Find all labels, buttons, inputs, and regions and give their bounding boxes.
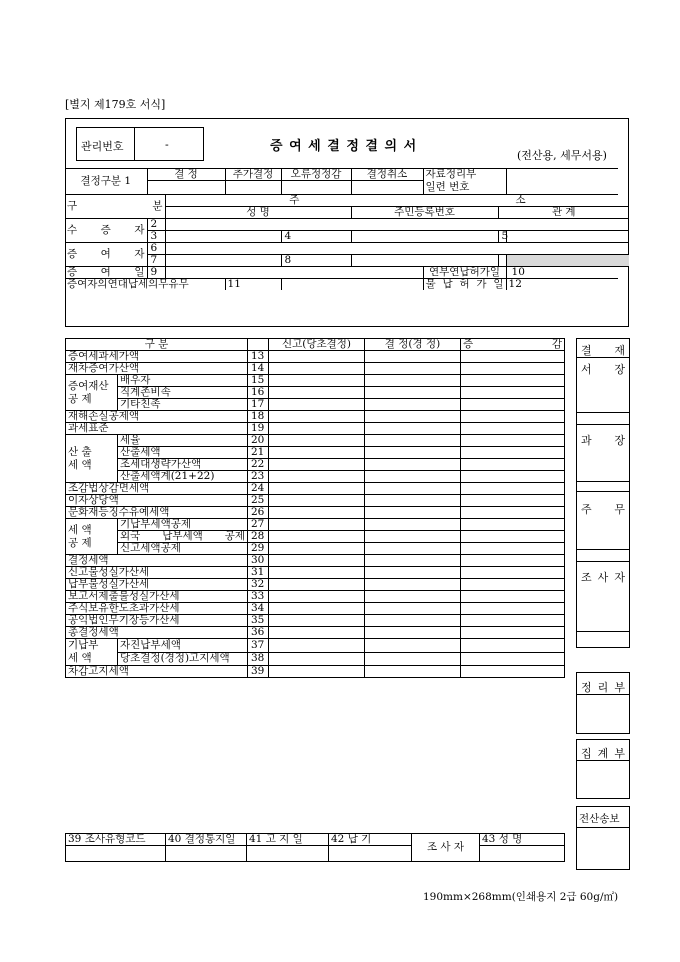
calc-row-label: 납부불성실가산세 <box>66 579 248 591</box>
calc-row <box>66 531 565 543</box>
calc-decision-cell[interactable] <box>365 423 461 435</box>
management-number-label: 관리번호 <box>81 140 124 153</box>
calc-row <box>66 387 565 399</box>
calc-row-label: 배우자 <box>118 375 248 387</box>
calc-row <box>66 543 565 555</box>
calc-row <box>66 555 565 567</box>
calc-change-cell[interactable] <box>461 447 565 459</box>
calc-group-label <box>66 519 118 555</box>
calc-row-number: 31 <box>248 567 269 579</box>
calc-row-number: 21 <box>248 447 269 459</box>
calc-row <box>66 471 565 483</box>
calc-row <box>66 459 565 471</box>
calc-report-cell[interactable] <box>269 507 365 519</box>
calc-change-cell[interactable] <box>461 483 565 495</box>
calc-row <box>66 652 565 666</box>
calc-change-cell[interactable] <box>461 615 565 627</box>
calc-report-cell[interactable] <box>269 531 365 543</box>
calc-decision-cell[interactable] <box>365 399 461 411</box>
deferred-payment-label: 연부연납허가일 <box>423 267 506 279</box>
calc-decision-cell[interactable] <box>365 447 461 459</box>
calc-row-number: 36 <box>248 627 269 639</box>
donor-rrn-field[interactable] <box>351 255 498 267</box>
calc-report-cell[interactable] <box>269 495 365 507</box>
calc-decision-cell[interactable] <box>365 387 461 399</box>
recipient-label: 수 증 자 <box>65 219 147 243</box>
calc-row-number: 14 <box>248 363 269 375</box>
row-number-12: 12 <box>508 278 522 290</box>
calc-row-number: 19 <box>248 423 269 435</box>
donor-relation-shaded <box>506 255 629 267</box>
calc-row-label: 산출세액 <box>118 447 248 459</box>
calc-row-number: 22 <box>248 459 269 471</box>
calc-decision-cell[interactable] <box>365 579 461 591</box>
calc-header-decision: 결 정(경 정) <box>365 339 461 351</box>
inkind-payment-label: 물 납 허 가 일 <box>423 279 506 291</box>
calc-row <box>66 666 565 678</box>
calc-report-cell[interactable] <box>269 411 365 423</box>
row-number-9: 9 <box>147 267 165 279</box>
calc-row <box>66 627 565 639</box>
calc-change-cell[interactable] <box>461 652 565 666</box>
calc-row-number: 33 <box>248 591 269 603</box>
parties-header-relation: 관 계 <box>498 207 629 219</box>
donor-relation-spacer <box>498 255 506 267</box>
parties-header-name: 성 명 <box>165 207 351 219</box>
approval-jumu-label: 주 무 <box>581 503 625 516</box>
ledger-check-box[interactable] <box>576 672 630 734</box>
calc-row <box>66 579 565 591</box>
summary-check-box[interactable] <box>576 739 630 799</box>
calc-report-cell[interactable] <box>269 471 365 483</box>
calc-change-cell[interactable] <box>461 519 565 531</box>
row-number-10: 10 <box>511 266 525 278</box>
decision-cell-correction[interactable] <box>281 181 351 195</box>
calc-row-number: 18 <box>248 411 269 423</box>
calc-report-cell[interactable] <box>269 555 365 567</box>
calc-change-cell[interactable] <box>461 603 565 615</box>
ledger-check-label: 정 리 부 <box>581 681 625 694</box>
calc-row-label: 증여세과세가액 <box>66 351 248 363</box>
investigator-name-field[interactable] <box>480 846 565 862</box>
ledger-serial-value[interactable] <box>506 169 618 195</box>
calc-row-number: 34 <box>248 603 269 615</box>
calc-row <box>66 375 565 387</box>
calc-report-cell[interactable] <box>269 387 365 399</box>
calc-change-cell[interactable] <box>461 471 565 483</box>
calc-report-cell[interactable] <box>269 579 365 591</box>
calc-change-cell[interactable] <box>461 666 565 678</box>
calc-row-label: 결정세액 <box>66 555 248 567</box>
calc-row <box>66 519 565 531</box>
calc-row-label: 총결정세액 <box>66 627 248 639</box>
calc-decision-cell[interactable] <box>365 435 461 447</box>
calc-row-number: 24 <box>248 483 269 495</box>
calc-report-cell[interactable] <box>269 666 365 678</box>
calc-row-label: 재해손실공제액 <box>66 411 248 423</box>
calc-header-change: 증 감 <box>461 339 565 351</box>
calc-group-label-line: 증여재산 <box>68 379 109 392</box>
calc-row-label: 조세대생략가산액 <box>118 459 248 471</box>
calc-group-label <box>66 375 118 411</box>
calc-report-cell[interactable] <box>269 567 365 579</box>
donor-row-6-field[interactable] <box>165 243 618 255</box>
calc-decision-cell[interactable] <box>365 615 461 627</box>
calc-row-label: 재차증여가산액 <box>66 363 248 375</box>
gift-date-label: 증 여 일 <box>65 267 147 279</box>
calc-report-cell[interactable] <box>269 543 365 555</box>
calc-row-number: 35 <box>248 615 269 627</box>
calc-report-cell[interactable] <box>269 615 365 627</box>
calc-report-cell[interactable] <box>269 423 365 435</box>
calc-report-cell[interactable] <box>269 519 365 531</box>
ledger-label-top: 자료정리부 <box>423 169 506 181</box>
calc-row-number: 27 <box>248 519 269 531</box>
calc-row-number: 17 <box>248 399 269 411</box>
parties-header-rrn: 주민등록번호 <box>351 207 498 219</box>
form-title: 증 여 세 결 정 결 의 서 <box>270 139 418 154</box>
calc-decision-cell[interactable] <box>365 495 461 507</box>
calc-change-cell[interactable] <box>461 351 565 363</box>
parties-header-so: 소 <box>423 195 618 207</box>
electronic-report-box[interactable] <box>576 806 630 870</box>
calc-row <box>66 615 565 627</box>
calc-report-cell[interactable] <box>269 435 365 447</box>
calc-row-number: 23 <box>248 471 269 483</box>
calc-row <box>66 411 565 423</box>
calc-decision-cell[interactable] <box>365 351 461 363</box>
calc-group-label-line: 세 액 <box>68 652 92 664</box>
calc-decision-cell[interactable] <box>365 652 461 666</box>
parties-header-ju: 주 <box>165 195 423 207</box>
investigator-label: 조 사 자 <box>412 834 480 862</box>
row-number-2: 2 <box>147 219 165 231</box>
decision-option-correction[interactable]: 오류정정감 <box>281 169 351 181</box>
calc-row-label: 세율 <box>118 435 248 447</box>
calc-group-label-line: 공 제 <box>68 536 92 549</box>
calc-row-label: 주식보유한도초과가산세 <box>66 603 248 615</box>
calc-group-label <box>66 435 118 483</box>
joint-liability-field[interactable] <box>281 279 423 291</box>
calc-row-label: 문화재등징수유예세액 <box>66 507 248 519</box>
calc-row-number: 38 <box>248 652 269 666</box>
calc-row <box>66 639 565 653</box>
calc-report-cell[interactable] <box>269 603 365 615</box>
calc-change-cell[interactable] <box>461 399 565 411</box>
row-number-6: 6 <box>147 243 165 255</box>
calc-row-label: 신고세액공제 <box>118 543 248 555</box>
calc-group-label <box>66 639 118 666</box>
calc-decision-cell[interactable] <box>365 411 461 423</box>
calc-row-label: 조감법상감면세액 <box>66 483 248 495</box>
calc-group-label-line: 산 출 <box>68 445 92 458</box>
decision-option-additional[interactable]: 추가결정 <box>225 169 281 181</box>
management-number-value[interactable]: - <box>165 138 169 151</box>
approval-seojang-label: 서 장 <box>581 363 625 376</box>
calc-row-number: 32 <box>248 579 269 591</box>
row-number-5: 5 <box>498 231 506 243</box>
calc-report-cell[interactable] <box>269 351 365 363</box>
calc-decision-cell[interactable] <box>365 666 461 678</box>
calc-change-cell[interactable] <box>461 435 565 447</box>
calc-decision-cell[interactable] <box>365 471 461 483</box>
calc-change-cell[interactable] <box>461 627 565 639</box>
calc-row <box>66 447 565 459</box>
calc-decision-cell[interactable] <box>365 459 461 471</box>
approval-column <box>576 338 630 648</box>
calc-row-label: 차감고지세액 <box>66 666 248 678</box>
calc-row-label: 외국 납부세액 공제 <box>118 531 248 543</box>
calc-report-cell[interactable] <box>269 459 365 471</box>
calc-change-cell[interactable] <box>461 423 565 435</box>
calc-row <box>66 603 565 615</box>
calc-decision-cell[interactable] <box>365 591 461 603</box>
calc-row-number: 25 <box>248 495 269 507</box>
survey-type-code-label: 39 조사유형코드 <box>66 834 166 846</box>
calc-row-number: 15 <box>248 375 269 387</box>
gift-date-field[interactable] <box>165 267 423 279</box>
calc-header-number <box>248 339 269 351</box>
form-subtitle: (전산용, 세무서용) <box>517 149 607 162</box>
bottom-info-table <box>65 833 565 862</box>
summary-check-label: 집 계 부 <box>581 747 625 760</box>
calc-change-cell[interactable] <box>461 411 565 423</box>
calc-report-cell[interactable] <box>269 363 365 375</box>
decision-option-cancel[interactable]: 결정취소 <box>351 169 423 181</box>
calc-row-label: 기납부세액공제 <box>118 519 248 531</box>
calc-row-label: 산출세액계(21+22) <box>118 471 248 483</box>
decision-cell-decide[interactable] <box>147 181 225 195</box>
joint-liability-label: 증여자의연대납세의무유무 <box>65 279 225 291</box>
calc-row <box>66 495 565 507</box>
calc-row-number: 29 <box>248 543 269 555</box>
calc-decision-cell[interactable] <box>365 375 461 387</box>
calc-row-number: 16 <box>248 387 269 399</box>
calc-change-cell[interactable] <box>461 531 565 543</box>
calc-row-number: 30 <box>248 555 269 567</box>
calc-row <box>66 591 565 603</box>
recipient-relation-field[interactable] <box>506 231 629 243</box>
calc-row <box>66 363 565 375</box>
calc-header-report: 신고(당초결정) <box>269 339 365 351</box>
form-number-label: [별지 제179호 서식] <box>65 98 166 111</box>
calc-report-cell[interactable] <box>269 483 365 495</box>
calc-change-cell[interactable] <box>461 375 565 387</box>
recipient-name-field[interactable] <box>165 231 281 243</box>
calc-change-cell[interactable] <box>461 567 565 579</box>
calc-row-number: 37 <box>248 639 269 653</box>
calc-row-label: 기타친족 <box>118 399 248 411</box>
calc-change-cell[interactable] <box>461 387 565 399</box>
electronic-report-label: 전산송보 <box>579 813 620 825</box>
calc-change-cell[interactable] <box>461 495 565 507</box>
calc-row-number: 20 <box>248 435 269 447</box>
calc-group-label-line: 세 액 <box>68 458 92 471</box>
calc-row <box>66 567 565 579</box>
calc-change-cell[interactable] <box>461 507 565 519</box>
row-number-11: 11 <box>227 278 241 290</box>
due-date-field[interactable] <box>329 846 412 862</box>
calc-row-number: 26 <box>248 507 269 519</box>
investigator-name-label: 43 성 명 <box>480 834 565 846</box>
notice-date-label: 41 고 지 일 <box>247 834 329 846</box>
due-date-label: 42 납 기 <box>329 834 412 846</box>
calc-row-number: 28 <box>248 531 269 543</box>
calc-decision-cell[interactable] <box>365 603 461 615</box>
calc-row-label: 신고불성실가산세 <box>66 567 248 579</box>
decision-parties-table <box>65 168 629 290</box>
calc-decision-cell[interactable] <box>365 507 461 519</box>
survey-type-code-field[interactable] <box>66 846 166 862</box>
row-number-8: 8 <box>281 255 351 267</box>
calc-group-label-line: 세 액 <box>68 523 92 536</box>
calc-report-cell[interactable] <box>269 639 365 653</box>
calc-decision-cell[interactable] <box>365 639 461 653</box>
calc-row-label: 이자상당액 <box>66 495 248 507</box>
calc-report-cell[interactable] <box>269 652 365 666</box>
decision-cell-additional[interactable] <box>225 181 281 195</box>
donor-name-field[interactable] <box>165 255 281 267</box>
approval-gwajang-label: 과 장 <box>581 434 625 447</box>
row-number-3: 3 <box>147 231 165 243</box>
calc-row <box>66 351 565 363</box>
calc-decision-cell[interactable] <box>365 543 461 555</box>
calc-row-label: 보고서제출불성실가산세 <box>66 591 248 603</box>
donor-label: 증 여 자 <box>65 243 147 267</box>
calc-decision-cell[interactable] <box>365 519 461 531</box>
calc-row <box>66 507 565 519</box>
approval-josa-label: 조 사 자 <box>581 571 625 584</box>
row-number-4: 4 <box>281 231 351 243</box>
recipient-row-2-field[interactable] <box>165 219 618 231</box>
decision-option-decide[interactable]: 결 정 <box>147 169 225 181</box>
calc-row <box>66 399 565 411</box>
calc-change-cell[interactable] <box>461 579 565 591</box>
parties-header-gubun: 구 분 <box>65 195 165 219</box>
calc-change-cell[interactable] <box>461 543 565 555</box>
calc-change-cell[interactable] <box>461 639 565 653</box>
calc-report-cell[interactable] <box>269 399 365 411</box>
ledger-label-bottom: 일련 번호 <box>423 181 506 195</box>
calc-row-label: 공익법인무기장등가산세 <box>66 615 248 627</box>
calc-row <box>66 483 565 495</box>
decision-notice-date-label: 40 결정통지일 <box>166 834 247 846</box>
calc-row-label: 당초결정(경정)고지세액 <box>118 652 248 666</box>
calc-report-cell[interactable] <box>269 375 365 387</box>
calc-decision-cell[interactable] <box>365 627 461 639</box>
calc-decision-cell[interactable] <box>365 567 461 579</box>
calc-row-number: 13 <box>248 351 269 363</box>
notice-date-field[interactable] <box>247 846 329 862</box>
calc-row <box>66 423 565 435</box>
calc-change-cell[interactable] <box>461 591 565 603</box>
calc-decision-cell[interactable] <box>365 483 461 495</box>
calc-report-cell[interactable] <box>269 591 365 603</box>
calc-decision-cell[interactable] <box>365 363 461 375</box>
row-number-7: 7 <box>147 255 165 267</box>
calc-row-label: 과세표준 <box>66 423 248 435</box>
calc-change-cell[interactable] <box>461 555 565 567</box>
recipient-rrn-field[interactable] <box>351 231 498 243</box>
tax-calculation-table <box>65 338 565 678</box>
calc-change-cell[interactable] <box>461 459 565 471</box>
calc-row-label: 자진납부세액 <box>118 639 248 653</box>
calc-group-label-line: 기납부 <box>68 639 99 651</box>
paper-size-note: 190mm×268mm(인쇄용지 2급 60g/㎡) <box>423 891 619 903</box>
calc-report-cell[interactable] <box>269 627 365 639</box>
calc-group-label-line: 공 제 <box>68 392 92 405</box>
calc-header-gubun: 구 분 <box>66 339 248 351</box>
approval-sign-label: 결 재 <box>581 344 625 357</box>
calc-row-label: 직계존비속 <box>118 387 248 399</box>
calc-decision-cell[interactable] <box>365 531 461 543</box>
calc-row-number: 39 <box>248 666 269 678</box>
management-number-box <box>76 127 204 161</box>
decision-type-label: 결정구분 1 <box>65 169 147 195</box>
calc-decision-cell[interactable] <box>365 555 461 567</box>
calc-row <box>66 435 565 447</box>
decision-cell-cancel[interactable] <box>351 181 423 195</box>
calc-change-cell[interactable] <box>461 363 565 375</box>
decision-notice-date-field[interactable] <box>166 846 247 862</box>
calc-report-cell[interactable] <box>269 447 365 459</box>
